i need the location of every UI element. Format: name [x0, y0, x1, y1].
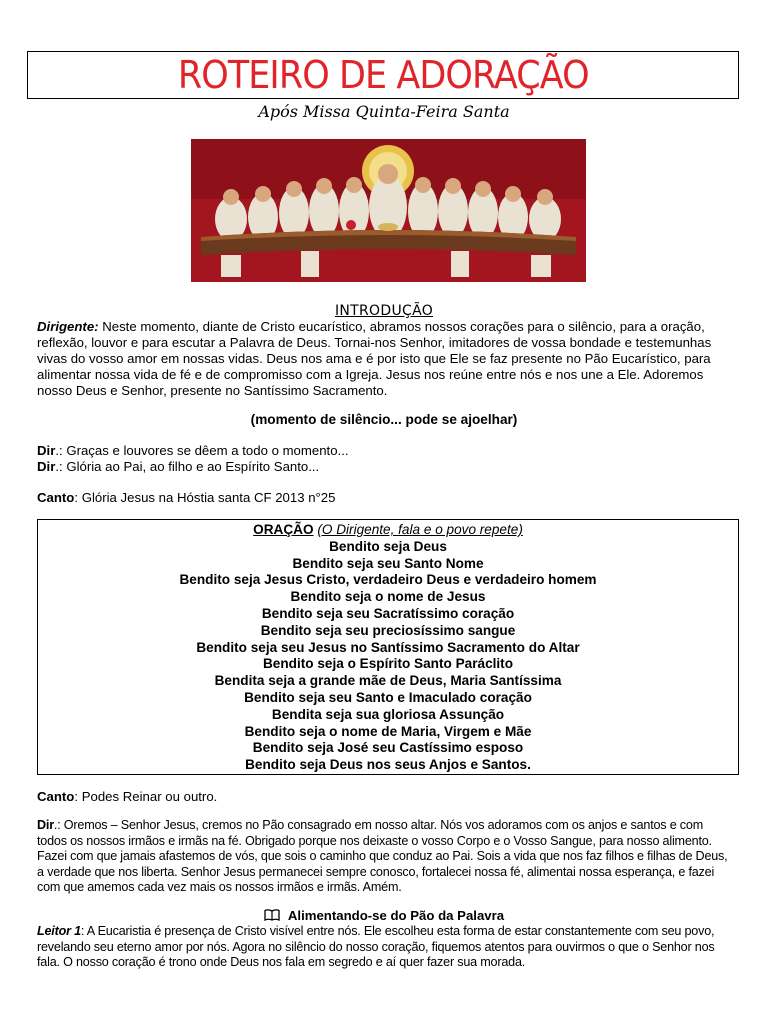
- prayer-title: ORAÇÃO: [253, 522, 314, 537]
- canto-text: : Glória Jesus na Hóstia santa CF 2013 n°25: [74, 490, 336, 505]
- page-title: ROTEIRO DE ADORAÇÃO: [177, 53, 589, 97]
- leitor-speaker: Leitor 1: [37, 924, 81, 938]
- page-subtitle: Após Missa Quinta-Feira Santa: [258, 102, 510, 121]
- dir-text: .: Glória ao Pai, ao filho e ao Espírito Santo...: [55, 459, 320, 474]
- prayer-line: Bendito seja seu Sacratíssimo coração: [261, 605, 515, 621]
- prayer-heading: [38, 522, 738, 539]
- word-heading: Alimentando-se do Pão da Palavra: [287, 908, 505, 923]
- intro-speaker: Dirigente:: [37, 319, 99, 334]
- last-supper-painting: [191, 139, 586, 282]
- dir-speaker: Dir: [37, 459, 56, 474]
- intro-text: Neste momento, diante de Cristo eucarístico, abramos nossos corações para o silêncio, para a oração, reflexão, louvor e para escutar a Palavra de Deus. Tornai-nos Senhor, imitadores de vossa bondade e testemunhas vivas do vosso amor em nossas vidas. Deus nos ama e é por isto que Ele se faz presente no Pão Eucarístico, para alimentar nossa vida de fé e de compromisso com a Igreja. Jesus nos reúne entre nós e nos une a Ele. Adoremos nosso Deus e Senhor, presente no Santíssimo Sacramento.: [37, 319, 712, 398]
- intro-heading: INTRODUÇÃO: [334, 303, 434, 319]
- canto-line: [37, 490, 731, 506]
- prayer-line: Bendito seja seu Santo e Imaculado coração: [244, 689, 532, 705]
- prayer-box: [37, 519, 739, 775]
- prayer-line: Bendita seja a grande mãe de Deus, Maria Santíssima: [214, 673, 562, 689]
- prayer-line: Bendito seja Deus nos seus Anjos e Santos.: [245, 757, 531, 773]
- prayer-line: Bendito seja seu Jesus no Santíssimo Sacramento do Altar: [196, 639, 580, 655]
- dir-line: [37, 443, 731, 459]
- prayer-line: Bendito seja José seu Castíssimo esposo: [252, 740, 524, 756]
- canto-text: : Podes Reinar ou outro.: [74, 789, 218, 804]
- book-icon: [264, 909, 280, 921]
- leitor-text: : A Eucaristia é presença de Cristo visível entre nós. Ele escolheu esta forma de estar constantemente com seu povo, revelando seu eterno amor por nós. Agora no silêncio do nosso coração, fiquemos atentos para ouvirmos o que o Senhor nos fala. O nosso coração é trono onde Deus nos fala em segredo e aí quer fazer sua morada.: [37, 924, 715, 969]
- dir-prayer-paragraph: [37, 818, 733, 896]
- intro-paragraph: [37, 319, 731, 399]
- leitor-paragraph: [37, 924, 733, 971]
- prayer-line: Bendita seja sua gloriosa Assunção: [271, 706, 505, 722]
- word-heading-line: [37, 908, 731, 924]
- prayer-line: Bendito seja Jesus Cristo, verdadeiro Deus e verdadeiro homem: [179, 572, 597, 588]
- dir-speaker: Dir: [37, 443, 56, 458]
- prayer-instruction: (O Dirigente, fala e o povo repete): [317, 522, 523, 537]
- prayer-line: Bendito seja o Espírito Santo Paráclito: [262, 656, 514, 672]
- canto-label: Canto: [37, 490, 75, 505]
- prayer-line: Bendito seja Deus: [329, 538, 447, 554]
- prayer-line: Bendito seja o nome de Jesus: [290, 589, 486, 605]
- canto-label: Canto: [37, 789, 75, 804]
- dir-line: [37, 459, 731, 475]
- prayer-line: Bendito seja seu preciosíssimo sangue: [260, 622, 516, 638]
- canto-line: [37, 789, 731, 805]
- prayer-line: Bendito seja o nome de Maria, Virgem e Mãe: [244, 723, 532, 739]
- dir-text: .: Graças e louvores se dêem a todo o momento...: [55, 443, 349, 458]
- dir-prayer-text: .: Oremos – Senhor Jesus, cremos no Pão consagrado em nosso altar. Nós vos adoramos com os anjos e santos e com todos os nossos irmãos e irmãs na fé. Obrigado porque nos deixaste o vosso Corpo e o Vosso Sangue, para nosso alimento. Fazei com que jamais afastemos de vós, que sois o caminho que conduz ao Pai. Sois a vida que nos faz filhos e filhas de Deus, a verdade que nos liberta. Senhor Jesus permanecei sempre conosco, fortalecei nossa fé, alimentai nossa esperança, e fazei com que amemos cada vez mais os nossos irmãos e irmãs. Amém.: [37, 818, 728, 894]
- silence-instruction: (momento de silêncio... pode se ajoelhar): [250, 412, 518, 427]
- title-box: [27, 51, 739, 99]
- dir-speaker: Dir: [37, 818, 54, 832]
- prayer-line: Bendito seja seu Santo Nome: [292, 555, 484, 571]
